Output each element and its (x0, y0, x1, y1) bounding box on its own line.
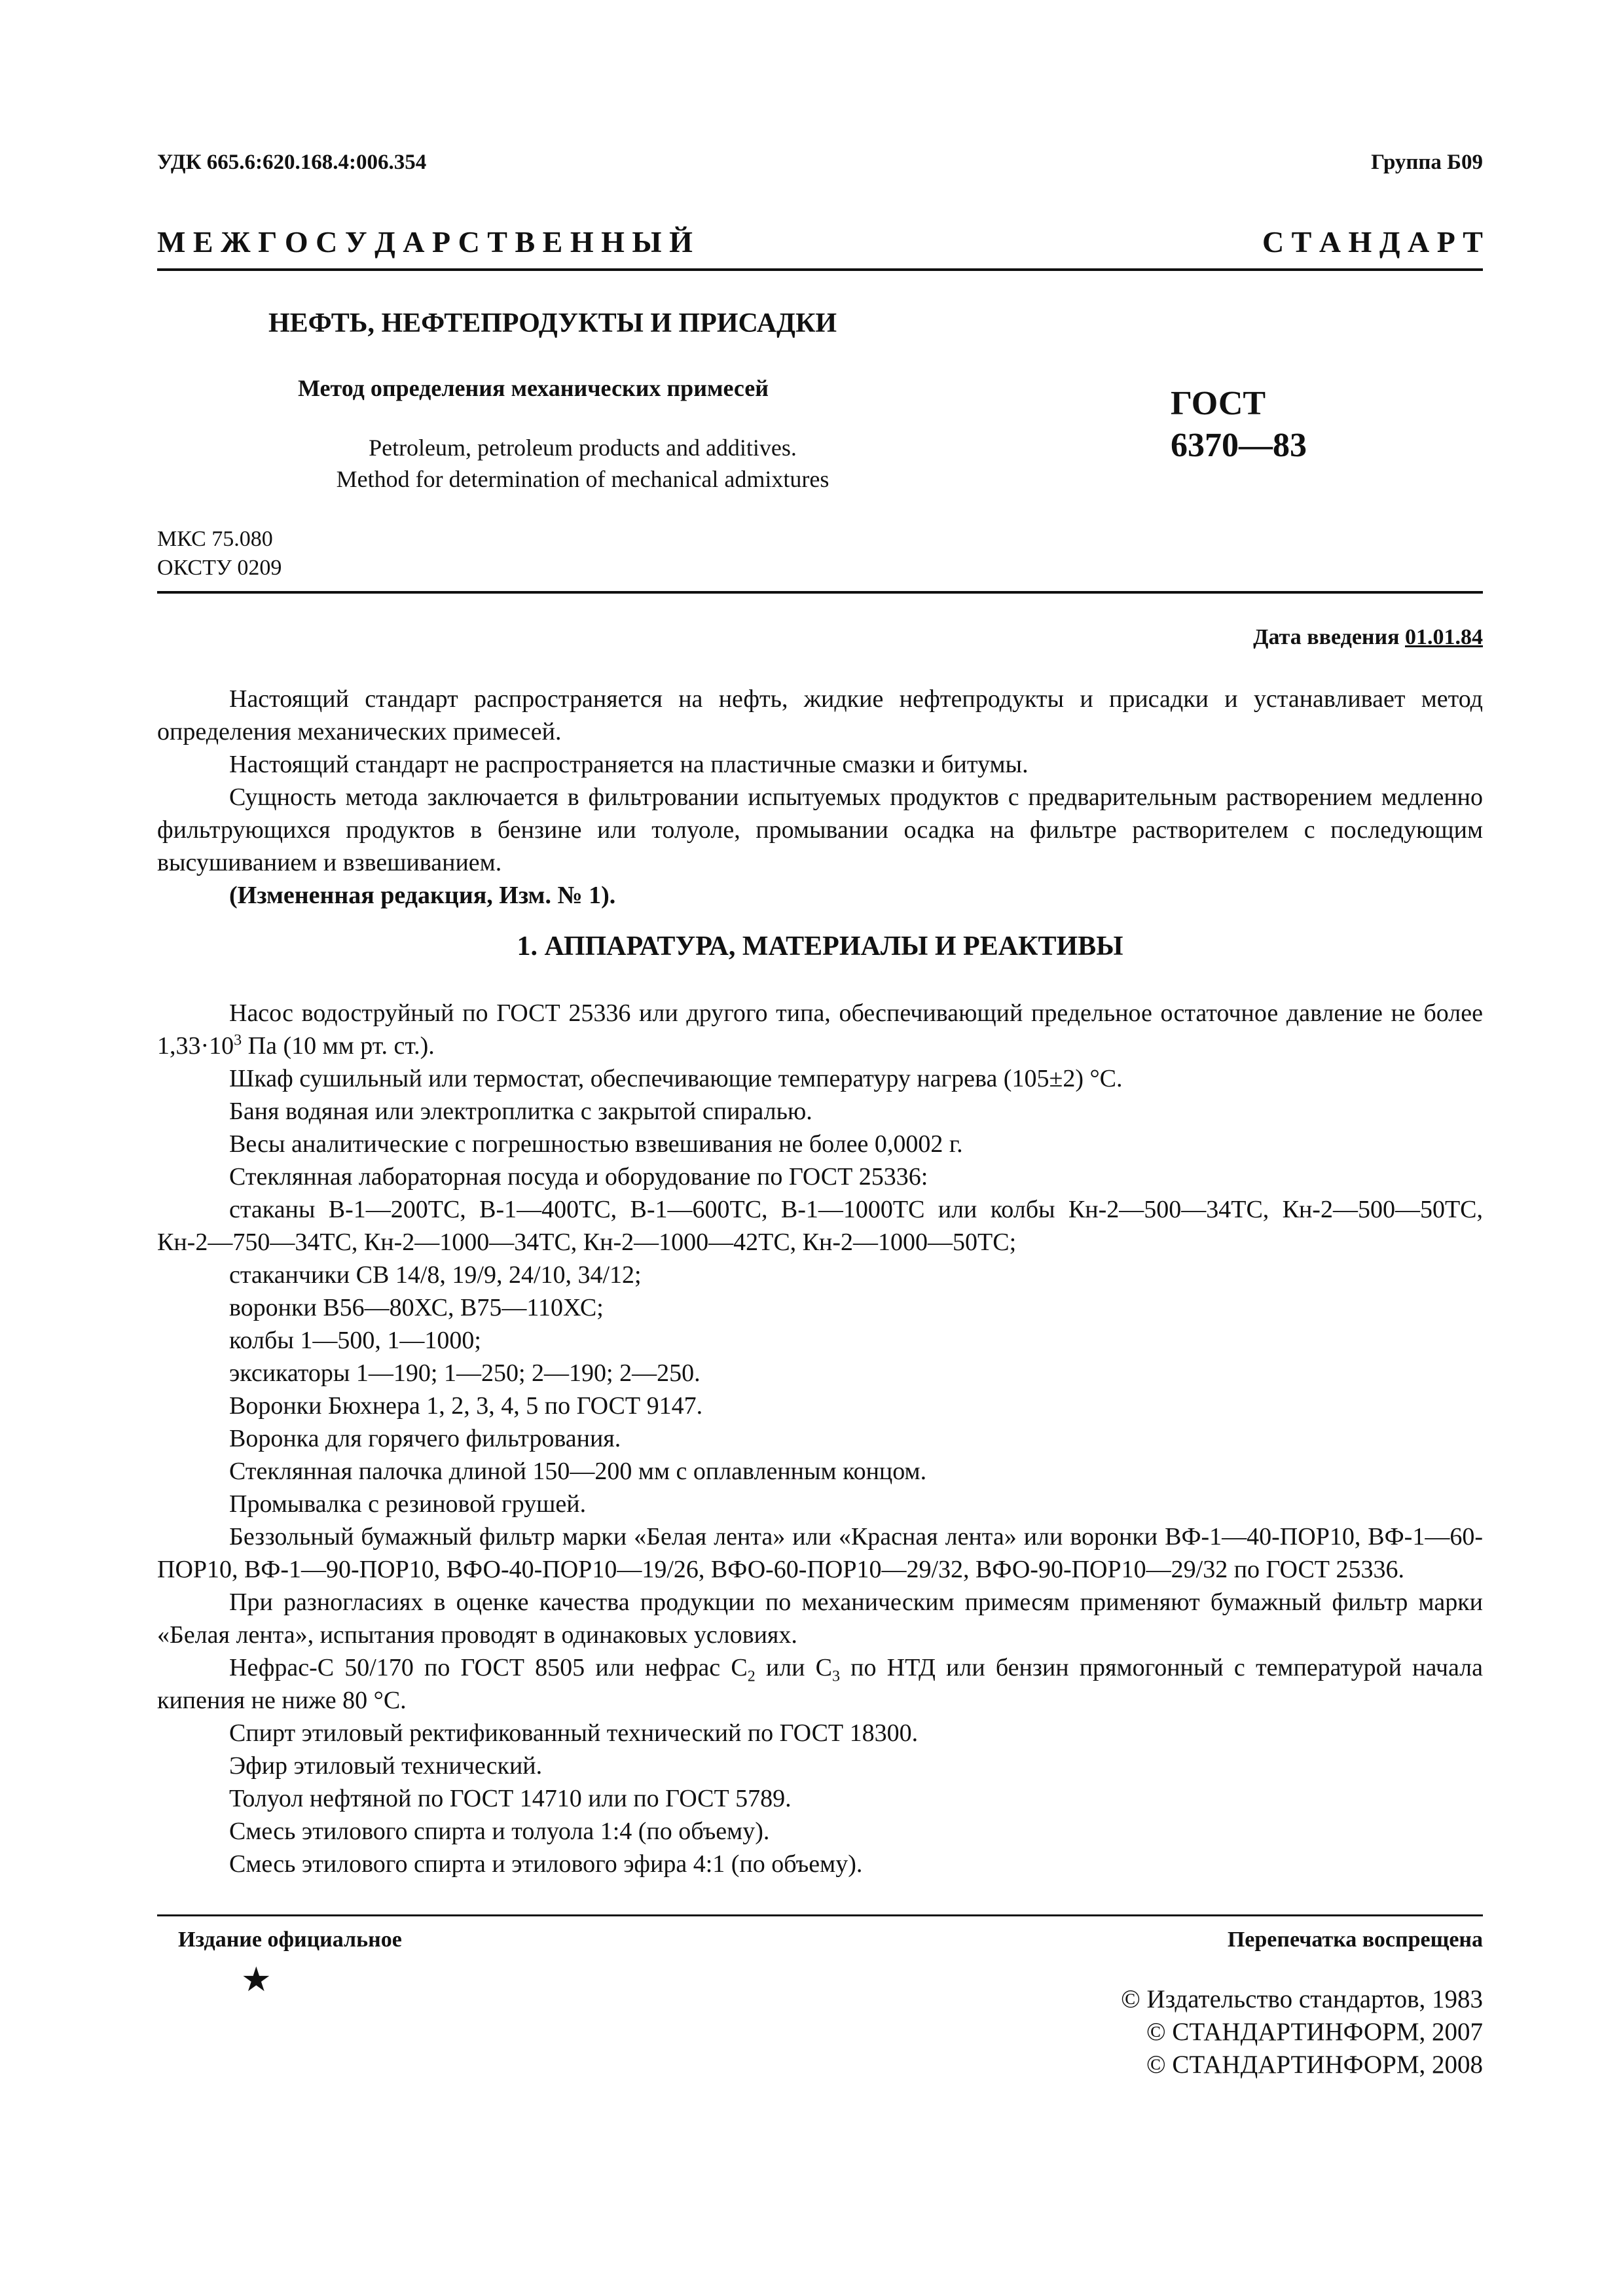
section-body (157, 997, 1483, 1880)
document-title: НЕФТЬ, НЕФТЕПРОДУКТЫ И ПРИСАДКИ (268, 308, 837, 338)
list-item: Смесь этилового спирта и этилового эфира 4:1 (по объему). (229, 1850, 863, 1878)
list-item: Смесь этилового спирта и толуола 1:4 (по объему). (229, 1818, 770, 1845)
banner-rule (157, 268, 1483, 271)
copyright-block (1121, 1983, 1483, 2081)
list-item: Баня водяная или электроплитка с закрытой спиралью. (229, 1098, 812, 1125)
gost-label: ГОСТ (1171, 385, 1266, 422)
gost-designation (1171, 383, 1307, 467)
pump-text: Насос водоструйный по ГОСТ 25336 или другого типа, обеспечивающий предельное остаточное давление не более 1,33·10 (157, 999, 1483, 1060)
list-item: стаканы В-1—200ТС, В-1—400ТС, В-1—600ТС, В-1—1000ТС или колбы Кн-2—500—34ТС, Кн-2—500—50ТС, Кн-2—750—34ТС, Кн-2—1000—34ТС, Кн-2—1000—42ТС, Кн-2—1000—50ТС; (157, 1196, 1483, 1256)
nefras-subscript-2: 3 (832, 1668, 841, 1685)
banner-left: М Е Ж Г О С У Д А Р С Т В Е Н Н Ы Й (157, 225, 693, 259)
intro-paragraph-1: Настоящий стандарт распространяется на нефть, жидкие нефтепродукты и присадки и устанавливает метод определения механических примесей. (157, 685, 1483, 745)
classification-codes (157, 525, 282, 583)
copyright-line-1: © Издательство стандартов, 1983 (1121, 1985, 1483, 2013)
list-item: Промывалка с резиновой грушей. (229, 1490, 587, 1518)
gost-number: 6370—83 (1171, 427, 1307, 464)
list-item: Толуол нефтяной по ГОСТ 14710 или по ГОСТ 5789. (229, 1785, 792, 1812)
header-rule (157, 591, 1483, 594)
english-title (282, 432, 884, 495)
list-item: стаканчики СВ 14/8, 19/9, 24/10, 34/12; (229, 1261, 642, 1289)
intro-date-label: Дата введения (1253, 625, 1405, 649)
nefras-text-end: по НТД или бензин прямогонный с температурой начала кипения не ниже 80 °С. (157, 1654, 1483, 1714)
list-item: При разногласиях в оценке качества продукции по механическим примесям применяют бумажный фильтр марки «Белая лента», испытания проводят в одинаковых условиях. (157, 1588, 1483, 1649)
list-item: Эфир этиловый технический. (229, 1752, 543, 1780)
list-item: эксикаторы 1—190; 1—250; 2—190; 2—250. (229, 1359, 701, 1387)
list-item: Стеклянная лабораторная посуда и оборудование по ГОСТ 25336: (229, 1163, 928, 1191)
nefras-item (157, 1651, 1483, 1717)
copyright-line-2: © СТАНДАРТИНФОРМ, 2007 (1146, 2018, 1483, 2046)
okstu-code: ОКСТУ 0209 (157, 556, 282, 580)
official-edition-label: Издание официальное (178, 1928, 402, 1952)
list-item: воронки В56—80ХС, В75—110ХС; (229, 1294, 604, 1321)
list-item: Стеклянная палочка длиной 150—200 мм с оплавленным концом. (229, 1458, 927, 1485)
nefras-text-mid: или С (755, 1654, 833, 1681)
pump-exponent: 3 (234, 1031, 242, 1049)
list-item: Беззольный бумажный фильтр марки «Белая лента» или «Красная лента» или воронки ВФ-1—40-ПОР10, ВФ-1—60-ПОР10, ВФ-1—90-ПОР10, ВФО-40-ПОР10—19/26, ВФО-60-ПОР10—29/32, ВФО-90-ПОР10—29/32 по ГОСТ 25336. (157, 1523, 1483, 1583)
list-item: Воронка для горячего фильтрования. (229, 1425, 621, 1452)
copyright-line-3: © СТАНДАРТИНФОРМ, 2008 (1146, 2051, 1483, 2079)
english-title-line2: Method for determination of mechanical admixtures (336, 466, 830, 492)
english-title-line1: Petroleum, petroleum products and additives. (369, 435, 797, 461)
intro-date (1253, 625, 1483, 650)
banner-right: С Т А Н Д А Р Т (1262, 225, 1483, 259)
nefras-subscript-1: 2 (747, 1668, 756, 1685)
section-heading: 1. АППАРАТУРА, МАТЕРИАЛЫ И РЕАКТИВЫ (517, 931, 1123, 961)
reprint-notice: Перепечатка воспрещена (1227, 1928, 1483, 1952)
list-item: колбы 1—500, 1—1000; (229, 1327, 481, 1354)
pump-text-end: Па (10 мм рт. ст.). (242, 1032, 435, 1060)
intro-paragraph-2: Настоящий стандарт не распространяется на пластичные смазки и битумы. (229, 751, 1029, 778)
pump-item (157, 997, 1483, 1062)
star-icon: ★ (241, 1962, 272, 1999)
method-title: Метод определения механических примесей (298, 375, 769, 401)
nefras-text: Нефрас-С 50/170 по ГОСТ 8505 или нефрас С (229, 1654, 748, 1681)
list-item: Воронки Бюхнера 1, 2, 3, 4, 5 по ГОСТ 9147. (229, 1392, 703, 1420)
intro-paragraph-3: Сущность метода заключается в фильтровании испытуемых продуктов с предварительным растворением медленно фильтрующихся продуктов в бензине или толуоле, промывании осадка на фильтре растворителем с последующим высушиванием и взвешиванием. (157, 783, 1483, 876)
amendment-note: (Измененная редакция, Изм. № 1). (229, 882, 616, 909)
group-code: Группа Б09 (1371, 151, 1483, 174)
footer-rule (157, 1914, 1483, 1916)
list-item: Шкаф сушильный или термостат, обеспечивающие температуру нагрева (105±2) °С. (229, 1065, 1123, 1092)
intro-section (157, 683, 1483, 912)
udk-code: УДК 665.6:620.168.4:006.354 (157, 151, 427, 174)
list-item: Спирт этиловый ректификованный технический по ГОСТ 18300. (229, 1719, 919, 1747)
standard-banner (157, 224, 1483, 259)
list-item: Весы аналитические с погрешностью взвешивания не более 0,0002 г. (229, 1130, 963, 1158)
mks-code: МКС 75.080 (157, 527, 273, 551)
intro-date-value: 01.01.84 (1405, 625, 1483, 649)
